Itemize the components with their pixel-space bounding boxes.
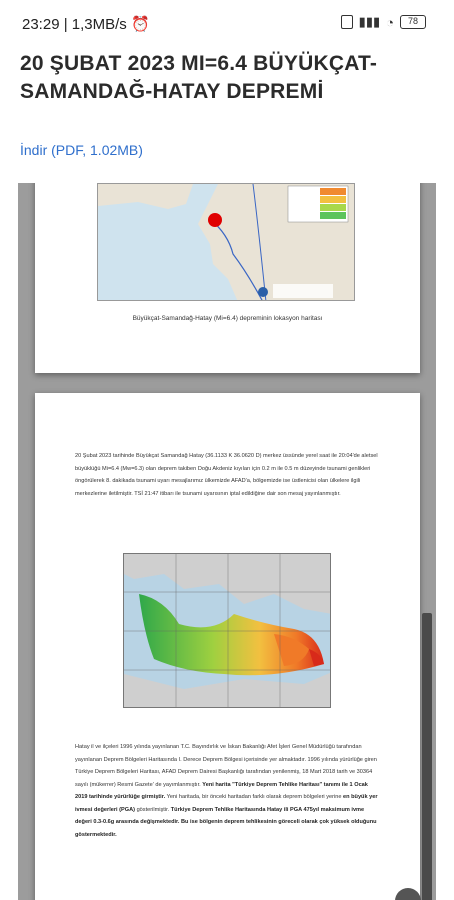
para2-text-a: Hatay il ve ilçeleri 1996 yılında yayınlanan T.C. Bayındırlık ve İskan Bakanlığı Afet İşleri Genel Müdürlüğü tarafından yayınlanan Deprem Bölgeleri Haritasında I. Derece Deprem Bölgesi içerisinde yer almaktadır. 1996 yılında yürürlüğe giren Türkiye Deprem Bölgeleri Haritası, AFAD Deprem Dairesi Başkanlığı tarafından yenilenmiş, 18 Mart 2018 tarih ve 30364 sayılı (mükerrer) Resmi Gazete' de yayımlanmıştır. <box>75 744 377 788</box>
pdf-paragraph-1: 20 Şubat 2023 tarihinde Büyükçat Samandağ Hatay (36.1133 K 36.0620 D) merkez üssünde yerel saat ile 20:04'de aletsel büyüklüğü Mi=6.4 (Mw=6.3) olan deprem takiben Doğu Akdeniz kıyıları için 0.2 m ile 0.5 m düzeyinde tsunami genlikleri öngörülerek 8. dakikada tsunami uyarı mesajlarımız ülkemizde AFAD'a, bölgemizde ise üstlenicisi olan ülkelere ilgili merkezlerine iletilmiştir. TSİ 21:47 itibarı ile tsunami uyarısının iptal edildiğine dair son mesaj yayınlanmıştır. <box>75 453 378 497</box>
status-time: 23:29 | 1,3MB/s ⏰ <box>22 16 150 33</box>
battery-icon: 78 <box>400 15 426 29</box>
pdf-viewer[interactable] <box>18 183 436 900</box>
para2-bold-b: en büyük yer ivmesi değerleri (PGA) <box>75 794 378 813</box>
tsunami-map-image <box>123 553 331 708</box>
pdf-paragraph-2 <box>75 741 380 841</box>
status-icons <box>333 14 426 30</box>
status-clock: 23:29 <box>22 16 60 33</box>
alarm-icon: ⏰ <box>130 16 150 33</box>
map-caption: Büyükçat-Samandağ-Hatay (Mi=6.4) depreminin lokasyon haritası <box>132 315 323 322</box>
pdf-page-1 <box>35 183 420 373</box>
pdf-scrollbar[interactable] <box>422 613 432 900</box>
para2-bold-a: Yeni harita "Türkiye Deprem Tehlike Haritası" tanımı ile 1 Ocak 2019 tarihinde yürürlüğe girmiştir. <box>75 781 368 800</box>
para2-bold-c: Türkiye Deprem Tehlike Haritasında Hatay ili PGA 475yıl maksimum ivme değeri 0.3-0.6g arasında değişmektedir. Bu ise bölgenin deprem tehlikesinin göreceli olarak çok yüksek olduğunu göstermektedir. <box>75 806 377 838</box>
status-bar <box>0 0 454 48</box>
page-title: 20 ŞUBAT 2023 MI=6.4 BÜYÜKÇAT-SAMANDAĞ-HATAY DEPREMİ <box>20 52 378 103</box>
wifi-icon: ◔ <box>386 14 394 30</box>
location-map-image <box>97 183 355 301</box>
signal-icon: ▮▮▮ <box>358 14 381 29</box>
location-map-graphic <box>98 184 355 301</box>
status-speed: 1,3MB/s <box>71 16 127 33</box>
pdf-page-2 <box>35 393 420 900</box>
download-pdf-link[interactable]: İndir (PDF, 1.02MB) <box>20 142 143 158</box>
para2-text-c: gösterilmiştir. <box>136 806 170 813</box>
para2-text-b: Yeni haritada, bir önceki haritadan farklı olarak deprem bölgeleri yerine <box>166 794 342 800</box>
vibrate-icon <box>341 15 353 29</box>
tsunami-map-graphic <box>124 554 331 708</box>
